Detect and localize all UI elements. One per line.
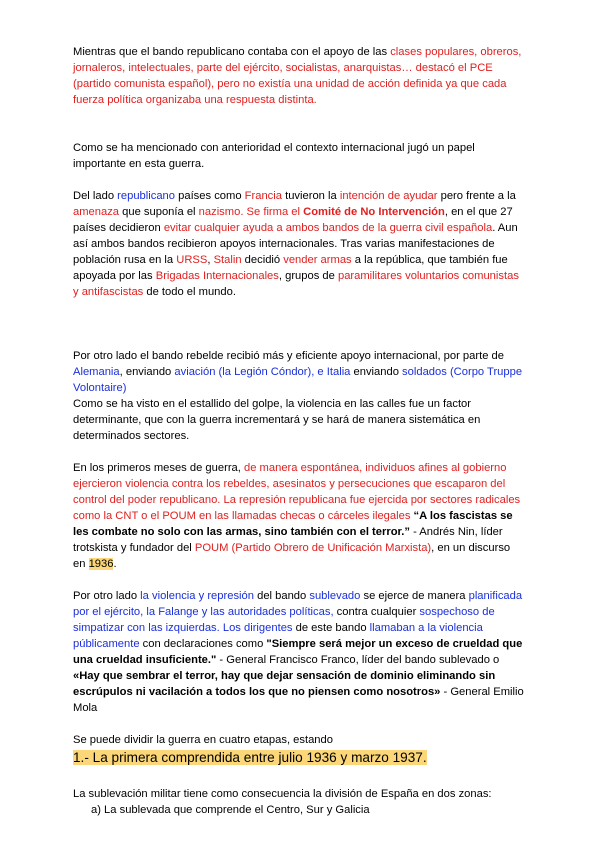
- text-run: de todo el mundo.: [143, 286, 236, 298]
- text-run: países como: [175, 190, 245, 202]
- paragraph-division: La sublevación militar tiene como consecuencia la división de España en dos zonas:: [73, 788, 492, 800]
- text-run: enviando: [350, 366, 403, 378]
- text-run: Por otro lado: [73, 590, 141, 602]
- text-run: . Aun así ambos bandos recibieron apoyos internacionales. Tras varias manifestaciones de población rusa en la: [73, 222, 518, 266]
- text-run-red: POUM (Partido Obrero de Unificación Marxista): [194, 542, 432, 554]
- paragraph-republican-repression: [73, 460, 525, 572]
- text-run: , en el que 27 países decidieron: [73, 206, 513, 234]
- paragraph-stages-intro: Se puede dividir la guerra en cuatro etapas, estando: [73, 734, 333, 746]
- text-run: .: [113, 558, 117, 570]
- text-run-blue: sospechoso de simpatizar con las izquierdas.: [73, 606, 495, 634]
- paragraph-rebel-repression: [73, 588, 525, 716]
- text-run: - Andrés Nin, líder trotskista y fundador del: [73, 526, 503, 554]
- text-run: , enviando: [119, 366, 175, 378]
- text-run: contra cualquier: [333, 606, 420, 618]
- text-run-red: intención de ayudar: [339, 190, 438, 202]
- text-run-blue: soldados (Corpo Truppe Volontaire): [73, 366, 523, 394]
- text-run-blue: Los dirigentes: [219, 622, 293, 634]
- text-run: se ejerce de manera: [360, 590, 469, 602]
- text-run: con declaraciones como: [139, 638, 267, 650]
- quote-mola: «Hay que sembrar el terror, hay que dejar sensación de dominio eliminando sin escrúpulos ni vacilación a todos los que no piensen como nosotros»: [73, 670, 496, 698]
- text-run-blue: planificada por el ejército, la Falange y las autoridades políticas,: [73, 590, 523, 618]
- text-run-red: de manera espontánea, individuos afines al gobierno ejercieron violencia contra los rebeldes, asesinatos y persecuciones que escaparon del control del poder republicano. La represión republicana fue ejercida por sectores radicales como la CNT o el POUM en las llamadas checas o cárceles ilegales: [73, 462, 521, 522]
- text-run-blue: republicano: [117, 190, 176, 202]
- text-run: que suponía el: [119, 206, 199, 218]
- text-run-blue: la violencia y represión: [140, 590, 254, 602]
- text-run-red: paramilitares voluntarios comunistas y antifascistas: [73, 270, 519, 298]
- text-run-red: URSS: [176, 254, 208, 266]
- text-run-red: Francia: [244, 190, 282, 202]
- paragraph-non-intervention: [73, 188, 525, 300]
- quote-nin: “A los fascistas se les combate no solo con las armas, sino también con el terror.”: [73, 510, 513, 538]
- paragraph-republican-support: [73, 44, 525, 108]
- quote-franco: "Siempre será mejor un exceso de crueldad que una crueldad insuficiente.": [73, 638, 523, 666]
- text-run-red: vender armas: [283, 254, 352, 266]
- text-run: Por otro lado el bando rebelde recibió más y eficiente apoyo internacional, por parte de: [73, 350, 504, 362]
- text-run-blue: llamaban a la violencia públicamente: [73, 622, 483, 650]
- text-run: del bando: [253, 590, 310, 602]
- paragraph-rebel-support: [73, 348, 525, 396]
- stage-heading-1: [73, 748, 525, 767]
- text-run: , en un discurso en: [73, 542, 511, 570]
- text-run-blue: Alemania: [73, 366, 120, 378]
- text-run-blue: sublevado: [309, 590, 361, 602]
- text-run: ,: [207, 254, 214, 266]
- text-run: En los primeros meses de guerra,: [73, 462, 244, 474]
- text-run: tuvieron la: [281, 190, 340, 202]
- text-run-red: Se firma el: [246, 206, 304, 218]
- text-run-red: Stalin: [213, 254, 242, 266]
- text-run: Como se ha mencionado con anterioridad el contexto internacional jugó un papel importante en esta guerra.: [73, 142, 475, 170]
- text-run-red: Brigadas Internacionales: [155, 270, 279, 282]
- text-run: , grupos de: [278, 270, 338, 282]
- text-run: Del lado: [73, 190, 118, 202]
- text-run-blue: aviación (la Legión Cóndor): [174, 366, 312, 378]
- text-run: pero frente a la: [437, 190, 516, 202]
- text-run: Como se ha visto en el estallido del golpe, la violencia en las calles fue un factor determinante, que con la guerra incrementará y se hará de manera sistemática en determinados sectores.: [73, 398, 481, 442]
- text-run-red-bold: Comité de No Intervención: [303, 206, 445, 218]
- text-run: decidió: [241, 254, 284, 266]
- text-run-red: .: [240, 206, 247, 218]
- text-run: a la república, que también fue apoyada por las: [73, 254, 508, 282]
- text-run: - General Emilio Mola: [73, 686, 524, 714]
- list-item-a: a) La sublevada que comprende el Centro, Sur y Galicia: [91, 804, 370, 816]
- paragraph-violence-intro: [73, 396, 525, 444]
- text-run: Mientras que el bando republicano contaba con el apoyo de las: [73, 46, 391, 58]
- text-run: de este bando: [292, 622, 370, 634]
- highlighted-year: 1936: [88, 558, 114, 570]
- text-run-red: nazismo: [198, 206, 241, 218]
- text-run-red: amenaza: [73, 206, 120, 218]
- paragraph-international-context: [73, 140, 525, 172]
- text-run: - General Francisco Franco, líder del bando sublevado o: [216, 654, 500, 666]
- stage-heading-1-text: 1.- La primera comprendida entre julio 1936 y marzo 1937.: [73, 750, 427, 765]
- text-run-red: clases populares, obreros, jornaleros, intelectuales, parte del ejército, socialistas, anarquistas… destacó el PCE (partido comunista español), pero no existía una unidad de acción definida ya que cada fuerza política organizaba una respuesta distinta.: [73, 46, 522, 106]
- text-run-red: evitar cualquier ayuda a ambos bandos de la guerra civil española: [163, 222, 493, 234]
- text-run-blue: , e Italia: [311, 366, 351, 378]
